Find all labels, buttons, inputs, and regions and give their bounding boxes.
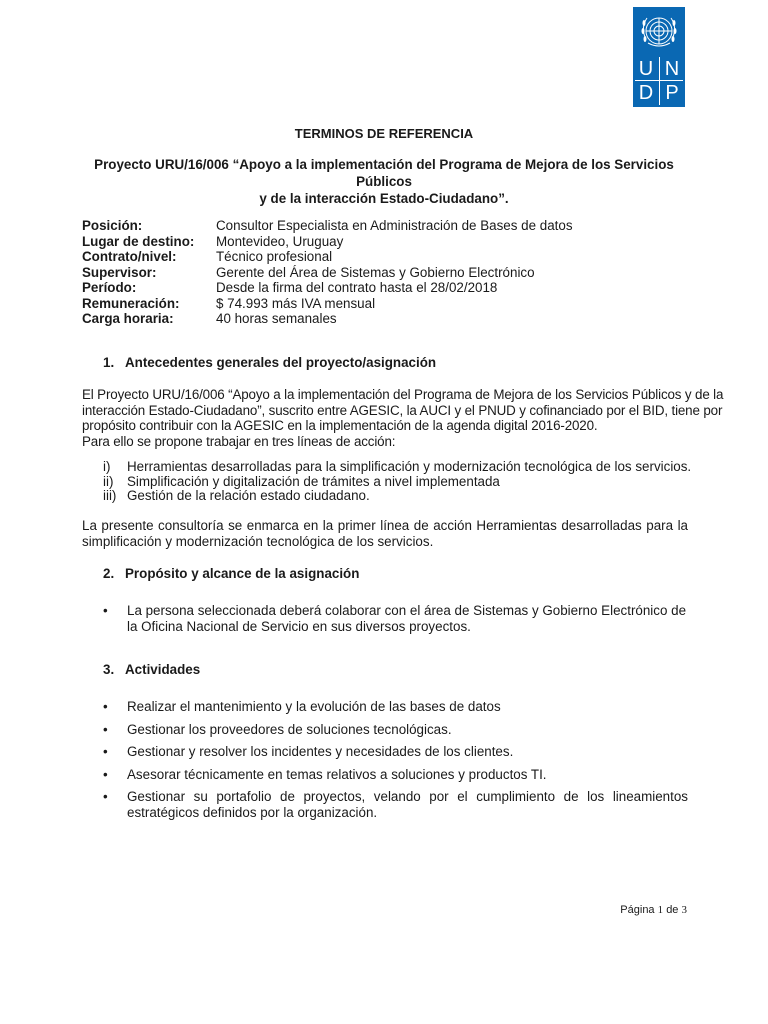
info-key: Supervisor: [82,264,157,280]
bullet-icon: • [103,767,108,782]
list-text: Gestionar su portafolio de proyectos, velando por el cumplimiento de los lineamientos estratégicos definidos por la organización. [127,789,688,820]
subtitle-line: Proyecto URU/16/006 “Apoyo a la implementación del Programa de Mejora de los Servicios Públicos [94,157,674,189]
bullet-icon: • [103,789,108,804]
section-heading-3 [103,662,200,677]
logo-letter: P [665,82,679,104]
info-value: Desde la firma del contrato hasta el 28/02/2018 [216,280,498,295]
document-title: TERMINOS DE REFERENCIA [294,126,474,141]
list-text: Gestionar y resolver los incidentes y necesidades de los clientes. [127,744,514,759]
info-key: Lugar de destino: [82,233,195,249]
un-emblem-icon [633,7,685,55]
paragraph-line: propósito contribuir con la AGESIC en la implementación de la agenda digital 2016-2020. [82,418,598,433]
list-item [103,603,688,634]
list-marker: ii) [103,473,114,489]
list-item [103,460,691,475]
list-item [103,699,688,715]
subtitle-line: y de la interacción Estado-Ciudadano”. [259,191,509,206]
bullet-icon: • [103,722,108,737]
page-total: 3 [681,904,687,916]
info-row [82,311,573,327]
list-marker: iii) [103,488,117,503]
section-number: 1. [103,355,115,370]
undp-logo [633,7,685,107]
list-item [103,789,688,820]
section-number: 3. [103,662,115,677]
page-of: de [666,904,679,916]
paragraph-line: Para ello se propone trabajar en tres líneas de acción: [82,433,396,449]
project-subtitle [82,156,686,207]
section-heading-2 [103,566,359,581]
paragraph-line: El Proyecto URU/16/006 “Apoyo a la implementación del Programa de Mejora de los Servicios Públicos y de la [82,387,724,402]
info-key: Contrato/nivel: [82,249,177,264]
info-row [82,296,573,312]
info-row [82,265,573,281]
info-value: 40 horas semanales [216,311,337,326]
bullet-icon: • [103,699,108,714]
info-row [82,249,573,265]
info-key: Posición: [82,218,143,233]
list-text: Gestionar los proveedores de soluciones tecnológicas. [127,722,452,737]
action-lines-list [103,460,691,504]
bullet-icon: • [103,603,108,618]
section-title: Antecedentes generales del proyecto/asignación [125,355,437,370]
info-row [82,280,573,296]
background-paragraph [82,387,724,449]
list-text: Gestión de la relación estado ciudadano. [127,488,370,503]
section-title: Actividades [125,662,201,677]
info-row [82,234,573,250]
info-value: Técnico profesional [216,249,333,264]
page-number: 1 [657,904,664,916]
list-item [103,489,691,504]
list-text: Realizar el mantenimiento y la evolución de las bases de datos [127,699,501,714]
info-value: Gerente del Área de Sistemas y Gobierno Electrónico [216,264,535,280]
info-value: Consultor Especialista en Administración de Bases de datos [216,218,573,233]
logo-letter: U [638,58,654,80]
logo-letter: D [638,82,654,104]
list-item [103,767,688,783]
info-key: Carga horaria: [82,311,174,326]
info-key: Período: [82,280,137,295]
list-item [103,722,688,738]
bullet-icon: • [103,744,108,759]
page-footer [620,904,687,916]
list-text: Asesorar técnicamente en temas relativos a soluciones y productos TI. [127,767,547,782]
list-text: La persona seleccionada deberá colaborar con el área de Sistemas y Gobierno Electrónico de la Oficina Nacional de Servicio en sus diversos proyectos. [127,603,687,634]
page-label: Página [620,904,655,916]
consultancy-paragraph [82,518,688,549]
info-row [82,218,573,234]
info-value: Montevideo, Uruguay [216,233,344,249]
position-info [82,218,573,327]
info-key: Remuneración: [82,295,180,311]
list-item [103,475,691,490]
section-title: Propósito y alcance de la asignación [125,566,360,581]
list-text: Herramientas desarrolladas para la simplificación y modernización tecnológica de los servicios. [127,459,692,474]
paragraph-text: La presente consultoría se enmarca en la primer línea de acción Herramientas desarrolladas para la simplificación y modernización tecnológica de los servicios. [82,518,688,549]
list-item [103,744,688,760]
info-value: $ 74.993 más IVA mensual [216,295,376,311]
list-marker: i) [103,459,111,474]
section-heading-1 [103,355,436,370]
paragraph-line: interacción Estado-Ciudadano”, suscrito entre AGESIC, la AUCI y el PNUD y cofinanciado por el BID, tiene por [82,402,723,418]
undp-letters [633,55,685,107]
section-number: 2. [103,566,115,581]
list-text: Simplificación y digitalización de trámites a nivel implementada [127,473,500,489]
logo-letter: N [664,58,680,80]
